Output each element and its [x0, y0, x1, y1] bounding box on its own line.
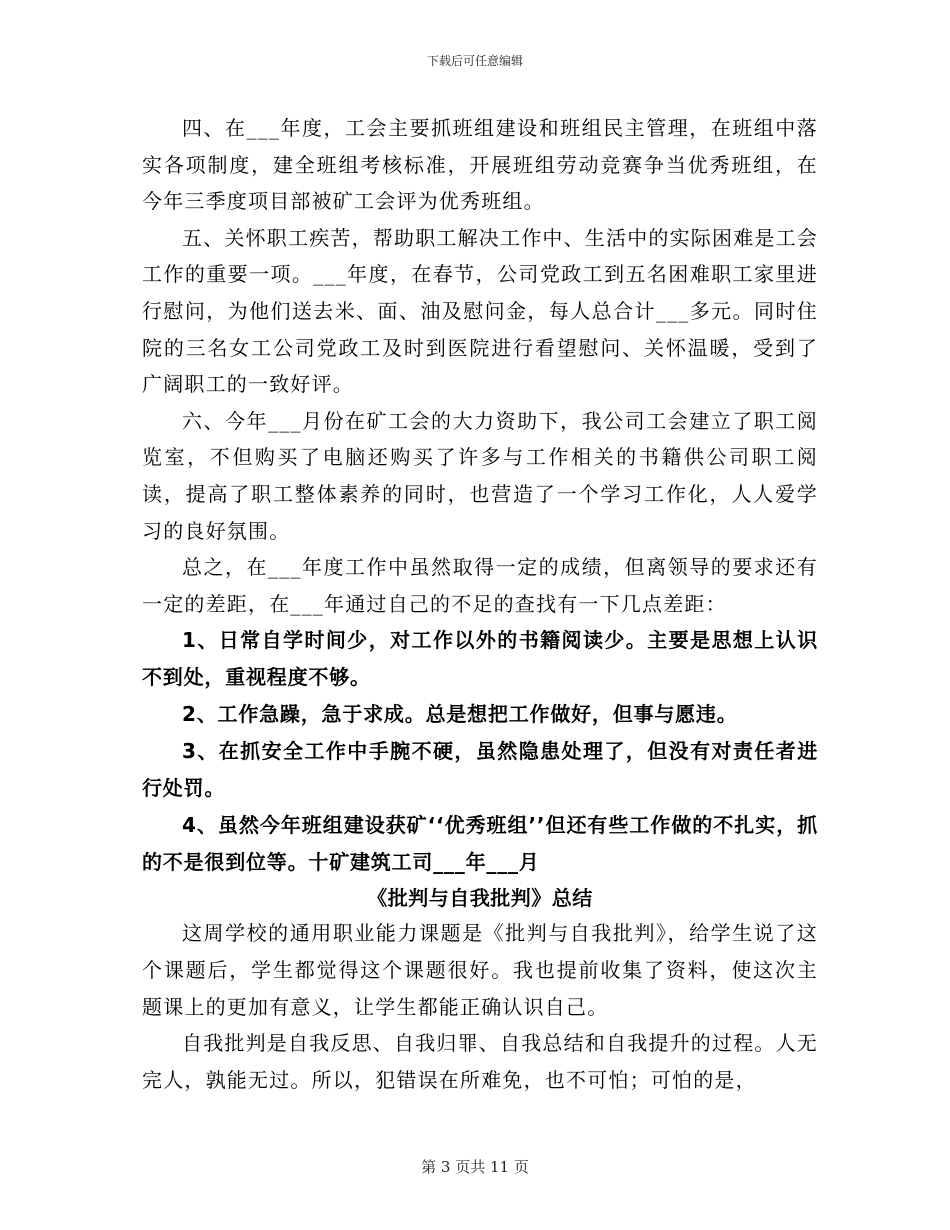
shortcoming-point-3: 3、在抓安全工作中手腕不硬，虽然隐患处理了，但没有对责任者进行处罚。	[142, 739, 818, 801]
document-body	[142, 110, 818, 1098]
paragraph-reading-room: 六、今年___月份在矿工会的大力资助下，我公司工会建立了职工阅览室，不但购买了电脑还购买了许多与工作相关的书籍供公司职工阅读，提高了职工整体素养的同时，也营造了一个学习工作化，人人爱学习的良好氛围。	[142, 408, 818, 543]
paragraph-topic-intro: 这周学校的通用职业能力课题是《批判与自我批判》，给学生说了这个课题后，学生都觉得这个课题很好。我也提前收集了资料，使这次主题课上的更加有意义，让学生都能正确认识自己。	[142, 921, 818, 1019]
paragraph-caring-for-workers: 五、关怀职工疾苦，帮助职工解决工作中、生活中的实际困难是工会工作的重要一项。___年度，在春节，公司党政工到五名困难职工家里进行慰问，为他们送去米、面、油及慰问金，每人总合计___多元。同时住院的三名女工公司党政工及时到医院进行看望慰问、关怀温暖，受到了广阔职工的一致好评。	[142, 225, 818, 397]
page-header: 下载后可任意编辑	[426, 54, 523, 68]
shortcoming-point-4: 4、虽然今年班组建设获矿‘‘优秀班组’’但还有些工作做的不扎实，抓的不是很到位等。十矿建筑工司___年___月	[142, 813, 818, 875]
section-title: 《批判与自我批判》总结	[367, 886, 593, 911]
paragraph-self-criticism: 自我批判是自我反思、自我归罪、自我总结和自我提升的过程。人无完人，孰能无过。所以，犯错误在所难免，也不可怕；可怕的是，	[142, 1031, 818, 1092]
paragraph-union-team-building: 四、在___年度，工会主要抓班组建设和班组民主管理，在班组中落实各项制度，建全班组考核标准，开展班组劳动竞赛争当优秀班组，在今年三季度项目部被矿工会评为优秀班组。	[142, 116, 818, 214]
page-footer: 第 3 页共 11 页	[421, 1158, 529, 1176]
shortcoming-point-2: 2、工作急躁，急于求成。总是想把工作做好，但事与愿违。	[182, 702, 738, 727]
shortcoming-point-1: 1、日常自学时间少，对工作以外的书籍阅读少。主要是思想上认识不到处，重视程度不够。	[142, 628, 818, 690]
paragraph-summary: 总之，在___年度工作中虽然取得一定的成绩，但离领导的要求还有一定的差距，在___年通过自己的不足的查找有一下几点差距：	[142, 555, 818, 616]
